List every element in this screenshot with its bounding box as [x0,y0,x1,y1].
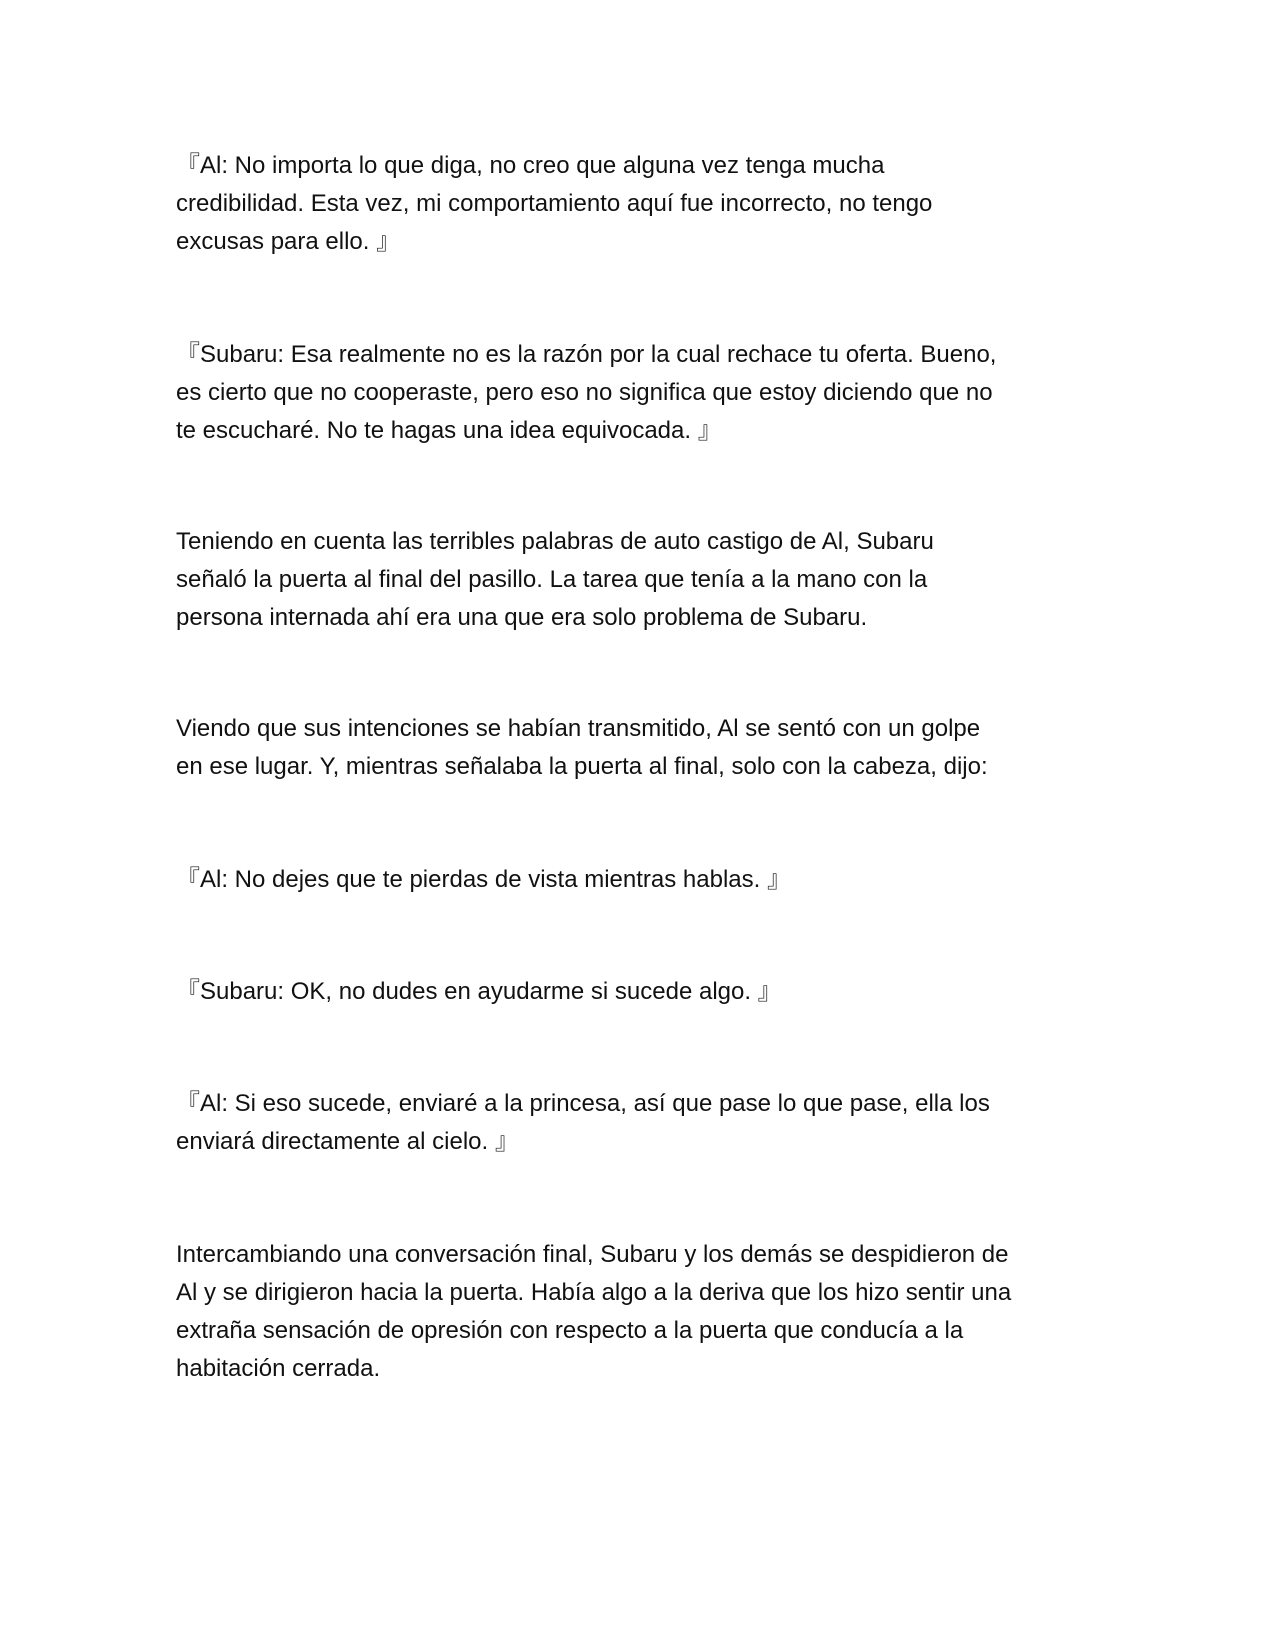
narration-paragraph-2: Viendo que sus intenciones se habían transmitido, Al se sentó con un golpe en ese lugar. Y, mientras señalaba la puerta al final, solo con la cabeza, dijo: [176,715,988,780]
narration-paragraph-3: Intercambiando una conversación final, Subaru y los demás se despidieron de Al y se dirigieron hacia la puerta. Había algo a la deriva que los hizo sentir una extraña sensación de opresión con respecto a la puerta que conducía a la habitación cerrada. [176,1241,1012,1382]
narration-paragraph-1: Teniendo en cuenta las terribles palabras de auto castigo de Al, Subaru señaló la puerta al final del pasillo. La tarea que tenía a la mano con la persona internada ahí era una que era solo problema de Subaru. [176,528,934,631]
dialogue-paragraph-al-1: 『Al: No importa lo que diga, no creo que alguna vez tenga mucha credibilidad. Esta vez, mi comportamiento aquí fue incorrecto, no tengo excusas para ello. 』 [176,152,933,255]
dialogue-paragraph-subaru-2: 『Subaru: OK, no dudes en ayudarme si sucede algo. 』 [176,978,782,1005]
dialogue-paragraph-al-3: 『Al: Si eso sucede, enviaré a la princesa, así que pase lo que pase, ella los enviará directamente al cielo. 』 [176,1090,990,1155]
dialogue-paragraph-subaru-1: 『Subaru: Esa realmente no es la razón por la cual rechace tu oferta. Bueno, es cierto que no cooperaste, pero eso no significa que estoy diciendo que no te escucharé. No te hagas una idea equivocada. 』 [176,341,997,444]
dialogue-paragraph-al-2: 『Al: No dejes que te pierdas de vista mientras hablas. 』 [176,866,791,893]
